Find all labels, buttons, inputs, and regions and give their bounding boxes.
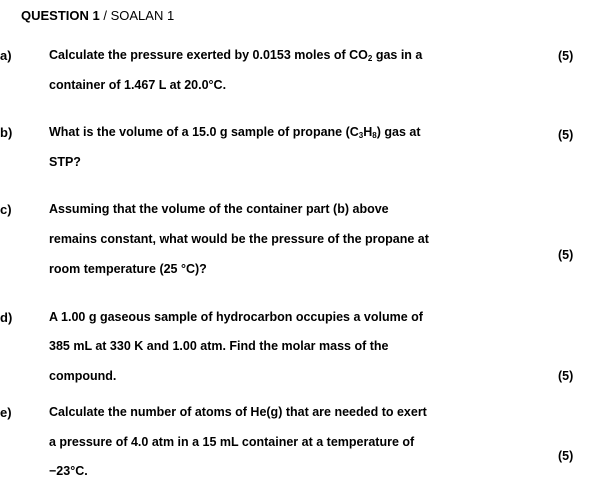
question-translation: SOALAN 1 (110, 8, 175, 23)
question-d-line-1: A 1.00 g gaseous sample of hydrocarbon occupies a volume of (49, 310, 423, 324)
question-c-line-1: Assuming that the volume of the container part (b) above (49, 202, 389, 216)
question-label-c: c) (0, 202, 12, 217)
question-label-e: e) (0, 405, 12, 420)
question-e-line-3: −23°C. (49, 464, 88, 478)
question-label-d: d) (0, 310, 13, 325)
question-d-line-2: 385 mL at 330 K and 1.00 atm. Find the molar mass of the (49, 339, 389, 353)
question-d-line-3: compound. (49, 369, 117, 383)
question-a-line-1: Calculate the pressure exerted by 0.0153 moles of $CO_2$ gas in a (49, 48, 423, 63)
question-number: QUESTION 1 (21, 8, 100, 23)
question-label-a: a) (0, 48, 12, 63)
question-b-marks: (5) (558, 128, 574, 142)
question-e-line-1: Calculate the number of atoms of He(g) that are needed to exert (49, 405, 427, 419)
heading-separator: / (99, 8, 111, 23)
question-b-line-2: STP? (49, 155, 81, 169)
question-c-marks: (5) (558, 248, 574, 262)
question-d-marks: (5) (558, 369, 574, 383)
question-a-line-2: container of 1.467 L at 20.0°C. (49, 78, 227, 92)
question-label-b: b) (0, 125, 13, 140)
question-e-line-2: a pressure of 4.0 atm in a 15 mL container at a temperature of (49, 435, 415, 449)
question-a-marks: (5) (558, 49, 574, 63)
question-b-line-1: What is the volume of a 15.0 g sample of propane $(C_3H_8)$ gas at (49, 125, 421, 140)
question-heading (21, 8, 174, 23)
question-e-marks: (5) (558, 449, 574, 463)
question-c-line-3: room temperature (25 °C)? (49, 262, 207, 276)
question-c-line-2: remains constant, what would be the pressure of the propane at (49, 232, 429, 246)
